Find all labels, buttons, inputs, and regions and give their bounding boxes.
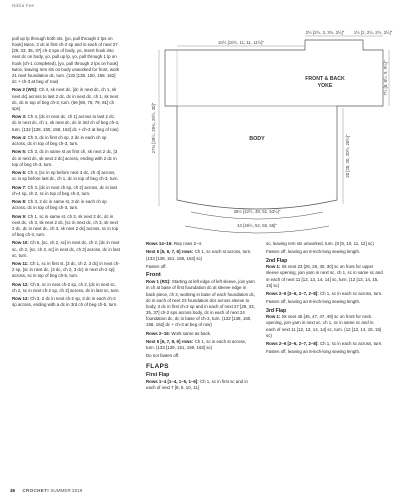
row-label: Rows 2–6 [2–6, 2–7, 2–8]: (266, 291, 319, 296)
dim-right-height: 20 [20, 20, 20½, 20½]" (345, 134, 350, 178)
instruction-paragraph (12, 240, 120, 258)
text-column-middle (146, 241, 256, 393)
yoke-label-line1: FRONT & BACK (305, 76, 345, 82)
row-label: Row 4: (12, 134, 27, 140)
row-label: Row 5: (12, 149, 27, 155)
row-label: Next 5 [6, 6, 7, 8] rows: (146, 249, 194, 255)
instruction-paragraph (266, 341, 384, 347)
instruction-paragraph (12, 135, 120, 147)
instruction-text: Ch 1, sc in same st, ch 3, sk next 2 dc, dc in next dc, ch 3, sk next 2 dc, [sc in next dc, ch 3, sk next 2 dc, dc in next dc, ch 3, sk next 2 dc] across, sc in top of beg ch-3, turn. (12, 213, 119, 238)
dim-right-small: 7½ [8, 8½, 9, 9½]" (383, 60, 388, 96)
section-heading: FLAPS (146, 362, 169, 370)
row-label: Row 3: (12, 114, 27, 120)
row-label: Row 6: (12, 170, 27, 176)
yoke-label-line2: YOKE (317, 83, 333, 89)
dim-top-right: 1½ [2, 2½, 2½, 3½]" (353, 30, 393, 35)
garment-schematic (125, 28, 393, 238)
row-label: Rows 2–6 [2–6, 2–7, 2–8]: (266, 341, 319, 346)
subsection-heading: 2nd Flap (266, 257, 288, 264)
row-label: Row 7: (12, 184, 27, 190)
body-label: BODY (249, 136, 265, 142)
instruction-paragraph (146, 249, 256, 261)
instruction-paragraph (12, 282, 120, 294)
instruction-text: Ch 1, sc in first st, [3 dc, ch 2, 3 dc] in next ch-2 sp, [sc in next dc, (3 dc, ch 2, 3 dc) in next ch-2 sp] across, sc in top of beg ch-5, turn. (12, 261, 120, 279)
instruction-text: Ch 3, dc in same st as first ch, sk next 2 dc, [3 dc in next dc, sk next 2 dc] across, ending with 2 dc in top of beg ch-3, turn. (12, 149, 118, 167)
instruction-paragraph (146, 339, 256, 351)
instruction-text: Fasten off, leaving an 8-inch-long sewing length. (266, 349, 361, 355)
instruction-paragraph (12, 170, 120, 182)
dim-left-height: 27¾ [28½, 28¾, 29½, 30]" (151, 102, 156, 154)
instruction-text: Fasten off, leaving an 8-inch-long sewing length. (266, 299, 361, 305)
row-label: Rows 14–16: (146, 241, 173, 246)
instruction-text: Work same as back. (170, 330, 212, 336)
instruction-text: Ch 1, sc each st across, turn. (133 [139, 151, 159, 163] sc) (146, 249, 252, 261)
instruction-paragraph (266, 314, 384, 339)
instruction-text: Ch 3, dc in first ch sp, 2 dc in each ch sp across, dc in top of beg ch-3, turn. (12, 134, 107, 147)
row-label: Row 10: (12, 240, 29, 246)
instruction-text: Rep rows 2–4. (172, 241, 203, 246)
row-label: Rows 2–16: (146, 330, 171, 336)
instruction-paragraph (12, 87, 120, 112)
designer-name: Nikita Fee (12, 3, 35, 8)
instruction-text: Ch 1, sc in each st across, turn. (133 [139, 151, 159, 163] sc) (146, 338, 247, 351)
instruction-text: Ch 1, sc in first sc and in each of next 7 [8, 9, 10, 11] (146, 378, 248, 390)
instruction-text: pull up lp through both sts, [yo, pull through 2 lps on hook] twice, 3 dc in first ch-2 sp and in each of next 27 [29, 33, 35, 37] ch-2 sps of body, yo, insert hook into next dc on body, yo, pull up lp, yo, pull through 1 lp on hook (ch-1 completed), [yo, pull through 2 lps on hook] twice, leaving rem sts on body unworked for front, work 21 next foundation dc, turn. (132 [138, 150, 158, 162] dc + ch-3 at beg of row) (12, 36, 120, 85)
instruction-paragraph (266, 264, 384, 289)
row-label: Row 1: (266, 314, 281, 320)
instruction-paragraph (266, 249, 384, 255)
row-label: Row 11: (12, 261, 29, 267)
text-column-right (266, 241, 384, 358)
instruction-text: Ch 5, sc in next ch-2 sp, ch 2, [dc in next sc, ch 2, sc in next ch-2 sp, ch 2] across, dc in last sc, turn. (12, 281, 120, 293)
text-column-left (12, 36, 120, 311)
instruction-text: Fasten off. (146, 263, 167, 269)
instruction-paragraph (12, 214, 120, 239)
instruction-text: Sk next 45 [45, 47, 47, 49] sc on front for neck opening, join yarn in next sc, ch 1, sc in same sc and in each of next 11 [12, 13, 14, 14] sc, turn. (12 [13, 14, 15, 15] sc) (266, 314, 382, 338)
instruction-text: Sk next 23 [25, 28, 30, 30] sc on front for upper sleeve opening, join yarn in next sc, ch 1, sc in same sc and in each of next 11 [12, 13, 14, 14] sc, turn. (12 [13, 14, 15, 15] sc) (266, 264, 383, 288)
instruction-text: Ch 3, 2 dc in next ch-2 sp, 3 dc in each ch-2 sp across, ending with a dc in 3rd ch of beg ch-5, turn. (12, 296, 118, 308)
row-label: Row 1: (266, 264, 281, 270)
instruction-text: Ch 1, sc in each sc across, turn. (318, 341, 383, 346)
page-number: 36 (10, 488, 16, 493)
instruction-text: Starting at left edge of left sleeve, join yarn in ch at base of first foundation dc at sleeve edge in back piece, ch 3, working in base of each foundation dc, dc in each of next 23 foundation dcs across sleeve to body, 3 dc in first ch-2 sp and in each of next 27 [29, 33, 35, 37] ch-2 sps across body, dc in each of next 24 foundation dc, dc in base of ch-3, turn. (132 [138, 150, 158, 162] dc + ch-3 at beg of row) (146, 279, 256, 328)
instruction-paragraph (12, 36, 120, 85)
instruction-paragraph (146, 241, 256, 247)
dim-hem-2: 43 [46½, 52, 55, 58]" (237, 223, 277, 228)
row-label: Row 8: (12, 199, 27, 205)
row-label: Rows 1–4 [1–4, 1–5, 1–6]: (146, 378, 199, 384)
instruction-paragraph (12, 149, 120, 167)
instruction-paragraph (12, 296, 120, 308)
instruction-text: Ch 3, 2 dc in same st, 3 dc in each ch sp across, dc in top of beg ch-3, turn. (12, 199, 107, 211)
instruction-paragraph (146, 264, 256, 270)
row-label: Next 5 [6, 7, 8, 9] rows: (146, 338, 194, 344)
instruction-paragraph (12, 185, 120, 197)
instruction-text: Do not fasten off. (146, 353, 180, 359)
row-label: Row 12: (12, 281, 29, 287)
row-label: Row 13: (12, 296, 29, 302)
instruction-text: sc, leaving rem sts unworked, turn. (8 [9, 10, 11, 12] sc) (266, 241, 374, 246)
issue-label: SUMMER 2019 (50, 488, 83, 493)
instruction-paragraph (146, 279, 256, 328)
page-footer (10, 488, 82, 493)
instruction-text: Ch 4, sk next dc, [dc in next dc, ch 1, sk next dc] across to last 2 dc, dc in next dc, ch 1, sk next dc, dc in top of beg ch-3, turn. (66 [69, 75, 79, 81] ch sps) (12, 87, 119, 111)
section-heading: Front (146, 272, 161, 279)
instruction-paragraph (12, 114, 120, 132)
instruction-paragraph (266, 299, 384, 305)
instruction-paragraph (266, 349, 384, 355)
instruction-text: Ch 4, [dc in next dc, ch 1] across to last 2 dc, dc in next dc, ch 1, sk next dc, dc in 3rd ch of beg ch-4, turn. (132 [138, 150, 158, 162] dc + ch-3 at beg of row) (12, 114, 120, 132)
dim-top-mid: 2½ [2½, 3, 3½, 3½]" (305, 30, 345, 35)
dim-top-left: 10½ [10½, 11, 11, 11½]" (218, 40, 264, 45)
instruction-paragraph (266, 241, 384, 247)
magazine-name: CROCHET! (22, 488, 50, 493)
subsection-heading: First Flap (146, 372, 170, 379)
subsection-heading: 3rd Flap (266, 307, 287, 314)
instruction-paragraph (12, 261, 120, 279)
row-label: Row 1 (RS): (146, 279, 171, 285)
instruction-paragraph (146, 331, 256, 337)
dim-hem-1: 39½ [42½, 48, 51, 53½]" (233, 209, 281, 214)
row-label: Row 9: (12, 213, 27, 219)
instruction-text: Ch 5, [sc, ch 2, sc] in next dc, ch 2, [dc in next sc, ch 2, [sc, ch 2, sc] in next dc, ch 2] across, dc in last sc, turn. (12, 240, 120, 258)
instruction-paragraph (146, 379, 256, 391)
instruction-text: Ch 3, [dc in next ch sp, ch 2] across, dc in last ch-4 sp, ch 2, sc in top of beg ch-3, turn. (12, 184, 117, 196)
instruction-paragraph (266, 291, 384, 297)
instruction-text: Ch 1, sc in each sc across, turn. (318, 291, 383, 296)
instruction-text: Fasten off, leaving an 8-inch-long sewing length. (266, 249, 361, 255)
instruction-paragraph (12, 199, 120, 211)
instruction-text: Ch 4, [sc in sp before next 3 dc, ch 4] across, sc in sp before last dc, ch 1, dc in top of beg ch-3, turn. (12, 170, 119, 182)
garment-outline (165, 40, 383, 209)
row-label: Row 2 (WS): (12, 87, 38, 93)
instruction-paragraph (146, 353, 256, 359)
